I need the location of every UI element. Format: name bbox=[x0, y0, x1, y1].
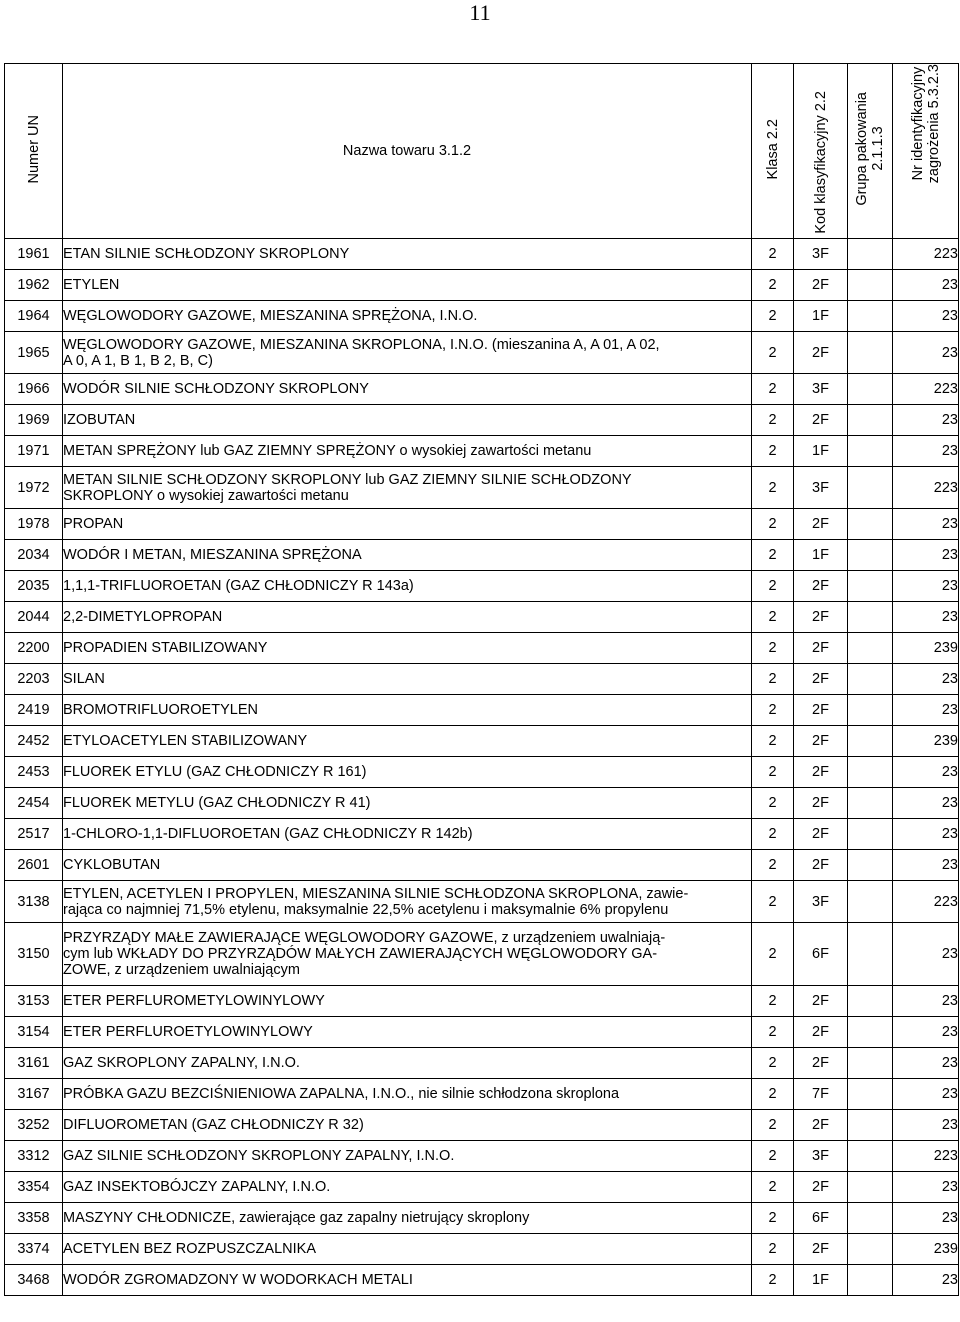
goods-name-line: ZOWE, z urządzeniem uwalniającym bbox=[63, 962, 300, 978]
packing-group-cell bbox=[848, 757, 893, 788]
class-cell: 2 bbox=[752, 301, 794, 332]
packing-group-cell bbox=[848, 602, 893, 633]
goods-name-line: BROMOTRIFLUOROETYLEN bbox=[63, 702, 258, 718]
class-cell: 2 bbox=[752, 986, 794, 1017]
goods-name-cell bbox=[63, 1141, 752, 1172]
goods-name-cell bbox=[63, 467, 752, 509]
packing-group-cell bbox=[848, 986, 893, 1017]
header-grupa-line2: 2.1.1.3 bbox=[870, 126, 886, 172]
classification-code-cell: 2F bbox=[794, 571, 848, 602]
un-number-cell: 2452 bbox=[5, 726, 63, 757]
hazard-id-cell: 23 bbox=[893, 695, 959, 726]
goods-name-cell bbox=[63, 571, 752, 602]
header-grupa-line1: Grupa pakowania bbox=[854, 92, 870, 206]
hazard-id-cell: 23 bbox=[893, 1172, 959, 1203]
goods-name-cell bbox=[63, 923, 752, 986]
table-body bbox=[5, 239, 959, 1296]
un-number-cell: 2035 bbox=[5, 571, 63, 602]
table-row bbox=[5, 1234, 959, 1265]
class-cell: 2 bbox=[752, 1265, 794, 1296]
class-cell: 2 bbox=[752, 571, 794, 602]
classification-code-cell: 2F bbox=[794, 1172, 848, 1203]
hazard-id-cell: 23 bbox=[893, 850, 959, 881]
classification-code-cell: 6F bbox=[794, 1203, 848, 1234]
header-kod-label: Kod klasyfikacyjny 2.2 bbox=[812, 91, 829, 234]
packing-group-cell bbox=[848, 881, 893, 923]
table-row bbox=[5, 571, 959, 602]
hazard-id-cell: 23 bbox=[893, 757, 959, 788]
goods-name-line: WĘGLOWODORY GAZOWE, MIESZANINA SKROPLONA, I.N.O. (mieszanina A, A 01, A 02, bbox=[63, 336, 660, 353]
class-cell: 2 bbox=[752, 881, 794, 923]
goods-name-line: cym lub WKŁADY DO PRZYRZĄDÓW MAŁYCH ZAWIERAJĄCYCH WĘGLOWODORY GA- bbox=[63, 946, 658, 962]
goods-name-cell bbox=[63, 986, 752, 1017]
un-number-cell: 2601 bbox=[5, 850, 63, 881]
table-row bbox=[5, 881, 959, 923]
classification-code-cell: 2F bbox=[794, 332, 848, 374]
goods-name-cell bbox=[63, 1048, 752, 1079]
goods-name-line: 1-CHLORO-1,1-DIFLUOROETAN (GAZ CHŁODNICZY R 142b) bbox=[63, 826, 473, 842]
class-cell: 2 bbox=[752, 923, 794, 986]
goods-name-line: ETER PERFLUROMETYLOWINYLOWY bbox=[63, 993, 325, 1009]
class-cell: 2 bbox=[752, 788, 794, 819]
classification-code-cell: 2F bbox=[794, 1110, 848, 1141]
goods-name-cell bbox=[63, 602, 752, 633]
table-row bbox=[5, 757, 959, 788]
hazard-id-cell: 23 bbox=[893, 540, 959, 571]
class-cell: 2 bbox=[752, 757, 794, 788]
un-number-cell: 1969 bbox=[5, 405, 63, 436]
goods-name-cell bbox=[63, 881, 752, 923]
packing-group-cell bbox=[848, 633, 893, 664]
classification-code-cell: 1F bbox=[794, 1265, 848, 1296]
hazard-id-cell: 239 bbox=[893, 1234, 959, 1265]
classification-code-cell: 2F bbox=[794, 602, 848, 633]
table-row bbox=[5, 726, 959, 757]
un-number-cell: 2454 bbox=[5, 788, 63, 819]
classification-code-cell: 2F bbox=[794, 1234, 848, 1265]
un-number-cell: 3374 bbox=[5, 1234, 63, 1265]
un-number-cell: 2453 bbox=[5, 757, 63, 788]
goods-name-cell bbox=[63, 270, 752, 301]
goods-name-line: MASZYNY CHŁODNICZE, zawierające gaz zapalny nietrujący skroplony bbox=[63, 1210, 530, 1226]
packing-group-cell bbox=[848, 1203, 893, 1234]
packing-group-cell bbox=[848, 1172, 893, 1203]
un-number-cell: 1972 bbox=[5, 467, 63, 509]
goods-name-cell bbox=[63, 850, 752, 881]
goods-name-line: WODÓR SILNIE SCHŁODZONY SKROPLONY bbox=[63, 381, 369, 397]
hazard-id-cell: 23 bbox=[893, 1110, 959, 1141]
packing-group-cell bbox=[848, 436, 893, 467]
goods-name-line: SILAN bbox=[63, 671, 105, 687]
packing-group-cell bbox=[848, 788, 893, 819]
class-cell: 2 bbox=[752, 374, 794, 405]
table-row bbox=[5, 374, 959, 405]
hazard-id-cell: 23 bbox=[893, 602, 959, 633]
hazard-id-cell: 23 bbox=[893, 509, 959, 540]
un-number-cell: 3154 bbox=[5, 1017, 63, 1048]
header-row bbox=[5, 64, 959, 239]
table-row bbox=[5, 850, 959, 881]
packing-group-cell bbox=[848, 1048, 893, 1079]
packing-group-cell bbox=[848, 726, 893, 757]
un-number-cell: 1962 bbox=[5, 270, 63, 301]
packing-group-cell bbox=[848, 819, 893, 850]
goods-name-line: WĘGLOWODORY GAZOWE, MIESZANINA SPRĘŻONA, I.N.O. bbox=[63, 308, 478, 324]
un-number-cell: 3468 bbox=[5, 1265, 63, 1296]
goods-name-cell bbox=[63, 239, 752, 270]
class-cell: 2 bbox=[752, 726, 794, 757]
class-cell: 2 bbox=[752, 1141, 794, 1172]
hazard-id-cell: 23 bbox=[893, 1017, 959, 1048]
page-number: 11 bbox=[469, 0, 491, 25]
goods-name-cell bbox=[63, 788, 752, 819]
packing-group-cell bbox=[848, 1265, 893, 1296]
hazard-id-cell: 23 bbox=[893, 986, 959, 1017]
table-row bbox=[5, 301, 959, 332]
un-number-cell: 2200 bbox=[5, 633, 63, 664]
hazard-id-cell: 23 bbox=[893, 1203, 959, 1234]
classification-code-cell: 2F bbox=[794, 664, 848, 695]
un-number-cell: 3358 bbox=[5, 1203, 63, 1234]
goods-name-cell bbox=[63, 374, 752, 405]
hazard-id-cell: 23 bbox=[893, 1079, 959, 1110]
classification-code-cell: 2F bbox=[794, 757, 848, 788]
hazard-id-cell: 23 bbox=[893, 788, 959, 819]
classification-code-cell: 3F bbox=[794, 239, 848, 270]
table-row bbox=[5, 239, 959, 270]
goods-name-cell bbox=[63, 301, 752, 332]
header-kod bbox=[794, 64, 848, 239]
goods-name-line: PRZYRZĄDY MAŁE ZAWIERAJĄCE WĘGLOWODORY GAZOWE, z urządzeniem uwalniają- bbox=[63, 930, 666, 946]
hazard-id-cell: 23 bbox=[893, 1265, 959, 1296]
table-row bbox=[5, 633, 959, 664]
un-number-cell: 1978 bbox=[5, 509, 63, 540]
classification-code-cell: 2F bbox=[794, 405, 848, 436]
un-number-cell: 3138 bbox=[5, 881, 63, 923]
class-cell: 2 bbox=[752, 633, 794, 664]
hazard-id-cell: 23 bbox=[893, 571, 959, 602]
classification-code-cell: 2F bbox=[794, 633, 848, 664]
hazard-id-cell: 223 bbox=[893, 239, 959, 270]
classification-code-cell: 2F bbox=[794, 1017, 848, 1048]
goods-name-line: 2,2-DIMETYLOPROPAN bbox=[63, 609, 223, 625]
goods-name-cell bbox=[63, 332, 752, 374]
packing-group-cell bbox=[848, 1110, 893, 1141]
table-row bbox=[5, 602, 959, 633]
packing-group-cell bbox=[848, 664, 893, 695]
table-row bbox=[5, 986, 959, 1017]
table-row bbox=[5, 509, 959, 540]
class-cell: 2 bbox=[752, 332, 794, 374]
header-nr-label bbox=[910, 64, 942, 183]
table-row bbox=[5, 1141, 959, 1172]
hazard-id-cell: 23 bbox=[893, 819, 959, 850]
un-number-cell: 3150 bbox=[5, 923, 63, 986]
packing-group-cell bbox=[848, 467, 893, 509]
goods-name-line: WODÓR I METAN, MIESZANINA SPRĘŻONA bbox=[63, 547, 362, 563]
hazard-id-cell: 23 bbox=[893, 664, 959, 695]
table-row bbox=[5, 270, 959, 301]
header-nr bbox=[893, 64, 959, 239]
classification-code-cell: 3F bbox=[794, 881, 848, 923]
goods-name-line: IZOBUTAN bbox=[63, 412, 136, 428]
hazard-id-cell: 223 bbox=[893, 467, 959, 509]
class-cell: 2 bbox=[752, 1110, 794, 1141]
header-un bbox=[5, 64, 63, 239]
hazard-id-cell: 23 bbox=[893, 270, 959, 301]
class-cell: 2 bbox=[752, 1017, 794, 1048]
table-row bbox=[5, 664, 959, 695]
classification-code-cell: 3F bbox=[794, 1141, 848, 1172]
packing-group-cell bbox=[848, 1017, 893, 1048]
class-cell: 2 bbox=[752, 664, 794, 695]
packing-group-cell bbox=[848, 301, 893, 332]
table-row bbox=[5, 1265, 959, 1296]
header-grupa-label bbox=[854, 92, 886, 206]
class-cell: 2 bbox=[752, 1048, 794, 1079]
classification-code-cell: 2F bbox=[794, 819, 848, 850]
classification-code-cell: 2F bbox=[794, 726, 848, 757]
packing-group-cell bbox=[848, 1141, 893, 1172]
class-cell: 2 bbox=[752, 1079, 794, 1110]
class-cell: 2 bbox=[752, 436, 794, 467]
packing-group-cell bbox=[848, 1234, 893, 1265]
un-number-cell: 3252 bbox=[5, 1110, 63, 1141]
un-number-cell: 3153 bbox=[5, 986, 63, 1017]
class-cell: 2 bbox=[752, 1203, 794, 1234]
un-number-cell: 3167 bbox=[5, 1079, 63, 1110]
goods-name-cell bbox=[63, 509, 752, 540]
goods-name-line: PROPADIEN STABILIZOWANY bbox=[63, 640, 268, 656]
goods-name-line: CYKLOBUTAN bbox=[63, 857, 161, 873]
goods-name-line: GAZ INSEKTOBÓJCZY ZAPALNY, I.N.O. bbox=[63, 1179, 331, 1195]
un-number-cell: 1965 bbox=[5, 332, 63, 374]
hazard-id-cell: 23 bbox=[893, 332, 959, 374]
un-number-cell: 2203 bbox=[5, 664, 63, 695]
classification-code-cell: 2F bbox=[794, 270, 848, 301]
goods-name-cell bbox=[63, 664, 752, 695]
goods-name-line: ETYLEN, ACETYLEN I PROPYLEN, MIESZANINA SILNIE SCHŁODZONA SKROPLONA, zawie- bbox=[63, 885, 689, 902]
goods-name-cell bbox=[63, 1079, 752, 1110]
packing-group-cell bbox=[848, 695, 893, 726]
goods-name-cell bbox=[63, 405, 752, 436]
packing-group-cell bbox=[848, 850, 893, 881]
packing-group-cell bbox=[848, 509, 893, 540]
goods-name-line: DIFLUOROMETAN (GAZ CHŁODNICZY R 32) bbox=[63, 1117, 364, 1133]
packing-group-cell bbox=[848, 571, 893, 602]
hazard-id-cell: 23 bbox=[893, 923, 959, 986]
un-number-cell: 2419 bbox=[5, 695, 63, 726]
packing-group-cell bbox=[848, 332, 893, 374]
packing-group-cell bbox=[848, 1079, 893, 1110]
table-row bbox=[5, 1110, 959, 1141]
packing-group-cell bbox=[848, 270, 893, 301]
classification-code-cell: 3F bbox=[794, 374, 848, 405]
class-cell: 2 bbox=[752, 540, 794, 571]
packing-group-cell bbox=[848, 239, 893, 270]
class-cell: 2 bbox=[752, 405, 794, 436]
table-row bbox=[5, 788, 959, 819]
table-row bbox=[5, 695, 959, 726]
hazard-id-cell: 239 bbox=[893, 633, 959, 664]
goods-name-line: ETYLOACETYLEN STABILIZOWANY bbox=[63, 733, 308, 749]
table-row bbox=[5, 1048, 959, 1079]
un-number-cell: 1961 bbox=[5, 239, 63, 270]
hazard-id-cell: 23 bbox=[893, 301, 959, 332]
packing-group-cell bbox=[848, 374, 893, 405]
classification-code-cell: 1F bbox=[794, 301, 848, 332]
table-row bbox=[5, 923, 959, 986]
class-cell: 2 bbox=[752, 467, 794, 509]
un-number-cell: 3354 bbox=[5, 1172, 63, 1203]
goods-name-cell bbox=[63, 819, 752, 850]
packing-group-cell bbox=[848, 923, 893, 986]
classification-code-cell: 2F bbox=[794, 788, 848, 819]
classification-code-cell: 2F bbox=[794, 509, 848, 540]
table-row bbox=[5, 1203, 959, 1234]
packing-group-cell bbox=[848, 540, 893, 571]
goods-name-line: FLUOREK ETYLU (GAZ CHŁODNICZY R 161) bbox=[63, 764, 367, 780]
goods-name-line: ETER PERFLUROETYLOWINYLOWY bbox=[63, 1024, 313, 1040]
un-number-cell: 2034 bbox=[5, 540, 63, 571]
table-row bbox=[5, 1172, 959, 1203]
goods-name-cell bbox=[63, 695, 752, 726]
dangerous-goods-table bbox=[4, 63, 959, 1296]
classification-code-cell: 1F bbox=[794, 436, 848, 467]
class-cell: 2 bbox=[752, 509, 794, 540]
header-un-label: Numer UN bbox=[25, 114, 42, 184]
un-number-cell: 1964 bbox=[5, 301, 63, 332]
un-number-cell: 3161 bbox=[5, 1048, 63, 1079]
table-row bbox=[5, 467, 959, 509]
goods-name-line: GAZ SILNIE SCHŁODZONY SKROPLONY ZAPALNY, I.N.O. bbox=[63, 1148, 455, 1164]
hazard-id-cell: 223 bbox=[893, 374, 959, 405]
hazard-id-cell: 23 bbox=[893, 436, 959, 467]
goods-name-line: FLUOREK METYLU (GAZ CHŁODNICZY R 41) bbox=[63, 795, 371, 811]
classification-code-cell: 2F bbox=[794, 850, 848, 881]
goods-name-line: ACETYLEN BEZ ROZPUSZCZALNIKA bbox=[63, 1241, 316, 1257]
goods-name-line: PRÓBKA GAZU BEZCIŚNIENIOWA ZAPALNA, I.N.O., nie silnie schłodzona skroplona bbox=[63, 1086, 620, 1102]
header-klasa-label: Klasa 2.2 bbox=[764, 118, 781, 180]
goods-name-cell bbox=[63, 1234, 752, 1265]
goods-name-line: 1,1,1-TRIFLUOROETAN (GAZ CHŁODNICZY R 143a) bbox=[63, 578, 414, 594]
hazard-id-cell: 23 bbox=[893, 405, 959, 436]
goods-name-line: SKROPLONY o wysokiej zawartości metanu bbox=[63, 487, 349, 504]
header-klasa bbox=[752, 64, 794, 239]
class-cell: 2 bbox=[752, 850, 794, 881]
class-cell: 2 bbox=[752, 239, 794, 270]
header-grupa bbox=[848, 64, 893, 239]
header-nr-line1: Nr identyfikacyjny bbox=[909, 66, 926, 181]
class-cell: 2 bbox=[752, 602, 794, 633]
class-cell: 2 bbox=[752, 819, 794, 850]
table-row bbox=[5, 332, 959, 374]
classification-code-cell: 2F bbox=[794, 986, 848, 1017]
goods-name-cell bbox=[63, 1017, 752, 1048]
class-cell: 2 bbox=[752, 1172, 794, 1203]
un-number-cell: 2044 bbox=[5, 602, 63, 633]
un-number-cell: 1966 bbox=[5, 374, 63, 405]
goods-name-line: METAN SILNIE SCHŁODZONY SKROPLONY lub GAZ ZIEMNY SILNIE SCHŁODZONY bbox=[63, 471, 632, 488]
classification-code-cell: 2F bbox=[794, 695, 848, 726]
hazard-id-cell: 239 bbox=[893, 726, 959, 757]
classification-code-cell: 3F bbox=[794, 467, 848, 509]
goods-name-line: PROPAN bbox=[63, 516, 124, 532]
goods-name-line: ETAN SILNIE SCHŁODZONY SKROPLONY bbox=[63, 246, 350, 262]
goods-name-line: METAN SPRĘŻONY lub GAZ ZIEMNY SPRĘŻONY o wysokiej zawartości metanu bbox=[63, 443, 592, 459]
goods-name-line: ETYLEN bbox=[63, 277, 120, 293]
classification-code-cell: 2F bbox=[794, 1048, 848, 1079]
table-row bbox=[5, 405, 959, 436]
table-row bbox=[5, 819, 959, 850]
un-number-cell: 1971 bbox=[5, 436, 63, 467]
goods-name-cell bbox=[63, 1203, 752, 1234]
goods-name-line: GAZ SKROPLONY ZAPALNY, I.N.O. bbox=[63, 1055, 300, 1071]
class-cell: 2 bbox=[752, 1234, 794, 1265]
hazard-id-cell: 23 bbox=[893, 1048, 959, 1079]
goods-name-cell bbox=[63, 540, 752, 571]
goods-name-cell bbox=[63, 757, 752, 788]
un-number-cell: 2517 bbox=[5, 819, 63, 850]
packing-group-cell bbox=[848, 405, 893, 436]
table-row bbox=[5, 1079, 959, 1110]
goods-name-cell bbox=[63, 633, 752, 664]
table-row bbox=[5, 1017, 959, 1048]
hazard-id-cell: 223 bbox=[893, 881, 959, 923]
goods-name-cell bbox=[63, 726, 752, 757]
class-cell: 2 bbox=[752, 270, 794, 301]
header-nr-line2: zagrożenia 5.3.2.3 bbox=[925, 64, 942, 184]
goods-name-cell bbox=[63, 1110, 752, 1141]
goods-name-line: rająca co najmniej 71,5% etylenu, maksymalnie 22,5% acetylenu i maksymalnie 6% propylenu bbox=[63, 901, 669, 918]
class-cell: 2 bbox=[752, 695, 794, 726]
classification-code-cell: 6F bbox=[794, 923, 848, 986]
header-name: Nazwa towaru 3.1.2 bbox=[63, 64, 752, 239]
hazard-id-cell: 223 bbox=[893, 1141, 959, 1172]
goods-name-cell bbox=[63, 436, 752, 467]
un-number-cell: 3312 bbox=[5, 1141, 63, 1172]
classification-code-cell: 1F bbox=[794, 540, 848, 571]
goods-name-cell bbox=[63, 1265, 752, 1296]
goods-name-cell bbox=[63, 1172, 752, 1203]
table-row bbox=[5, 540, 959, 571]
goods-name-line: WODÓR ZGROMADZONY W WODORKACH METALI bbox=[63, 1272, 413, 1288]
table-row bbox=[5, 436, 959, 467]
goods-name-line: A 0, A 1, B 1, B 2, B, C) bbox=[63, 352, 213, 369]
classification-code-cell: 7F bbox=[794, 1079, 848, 1110]
